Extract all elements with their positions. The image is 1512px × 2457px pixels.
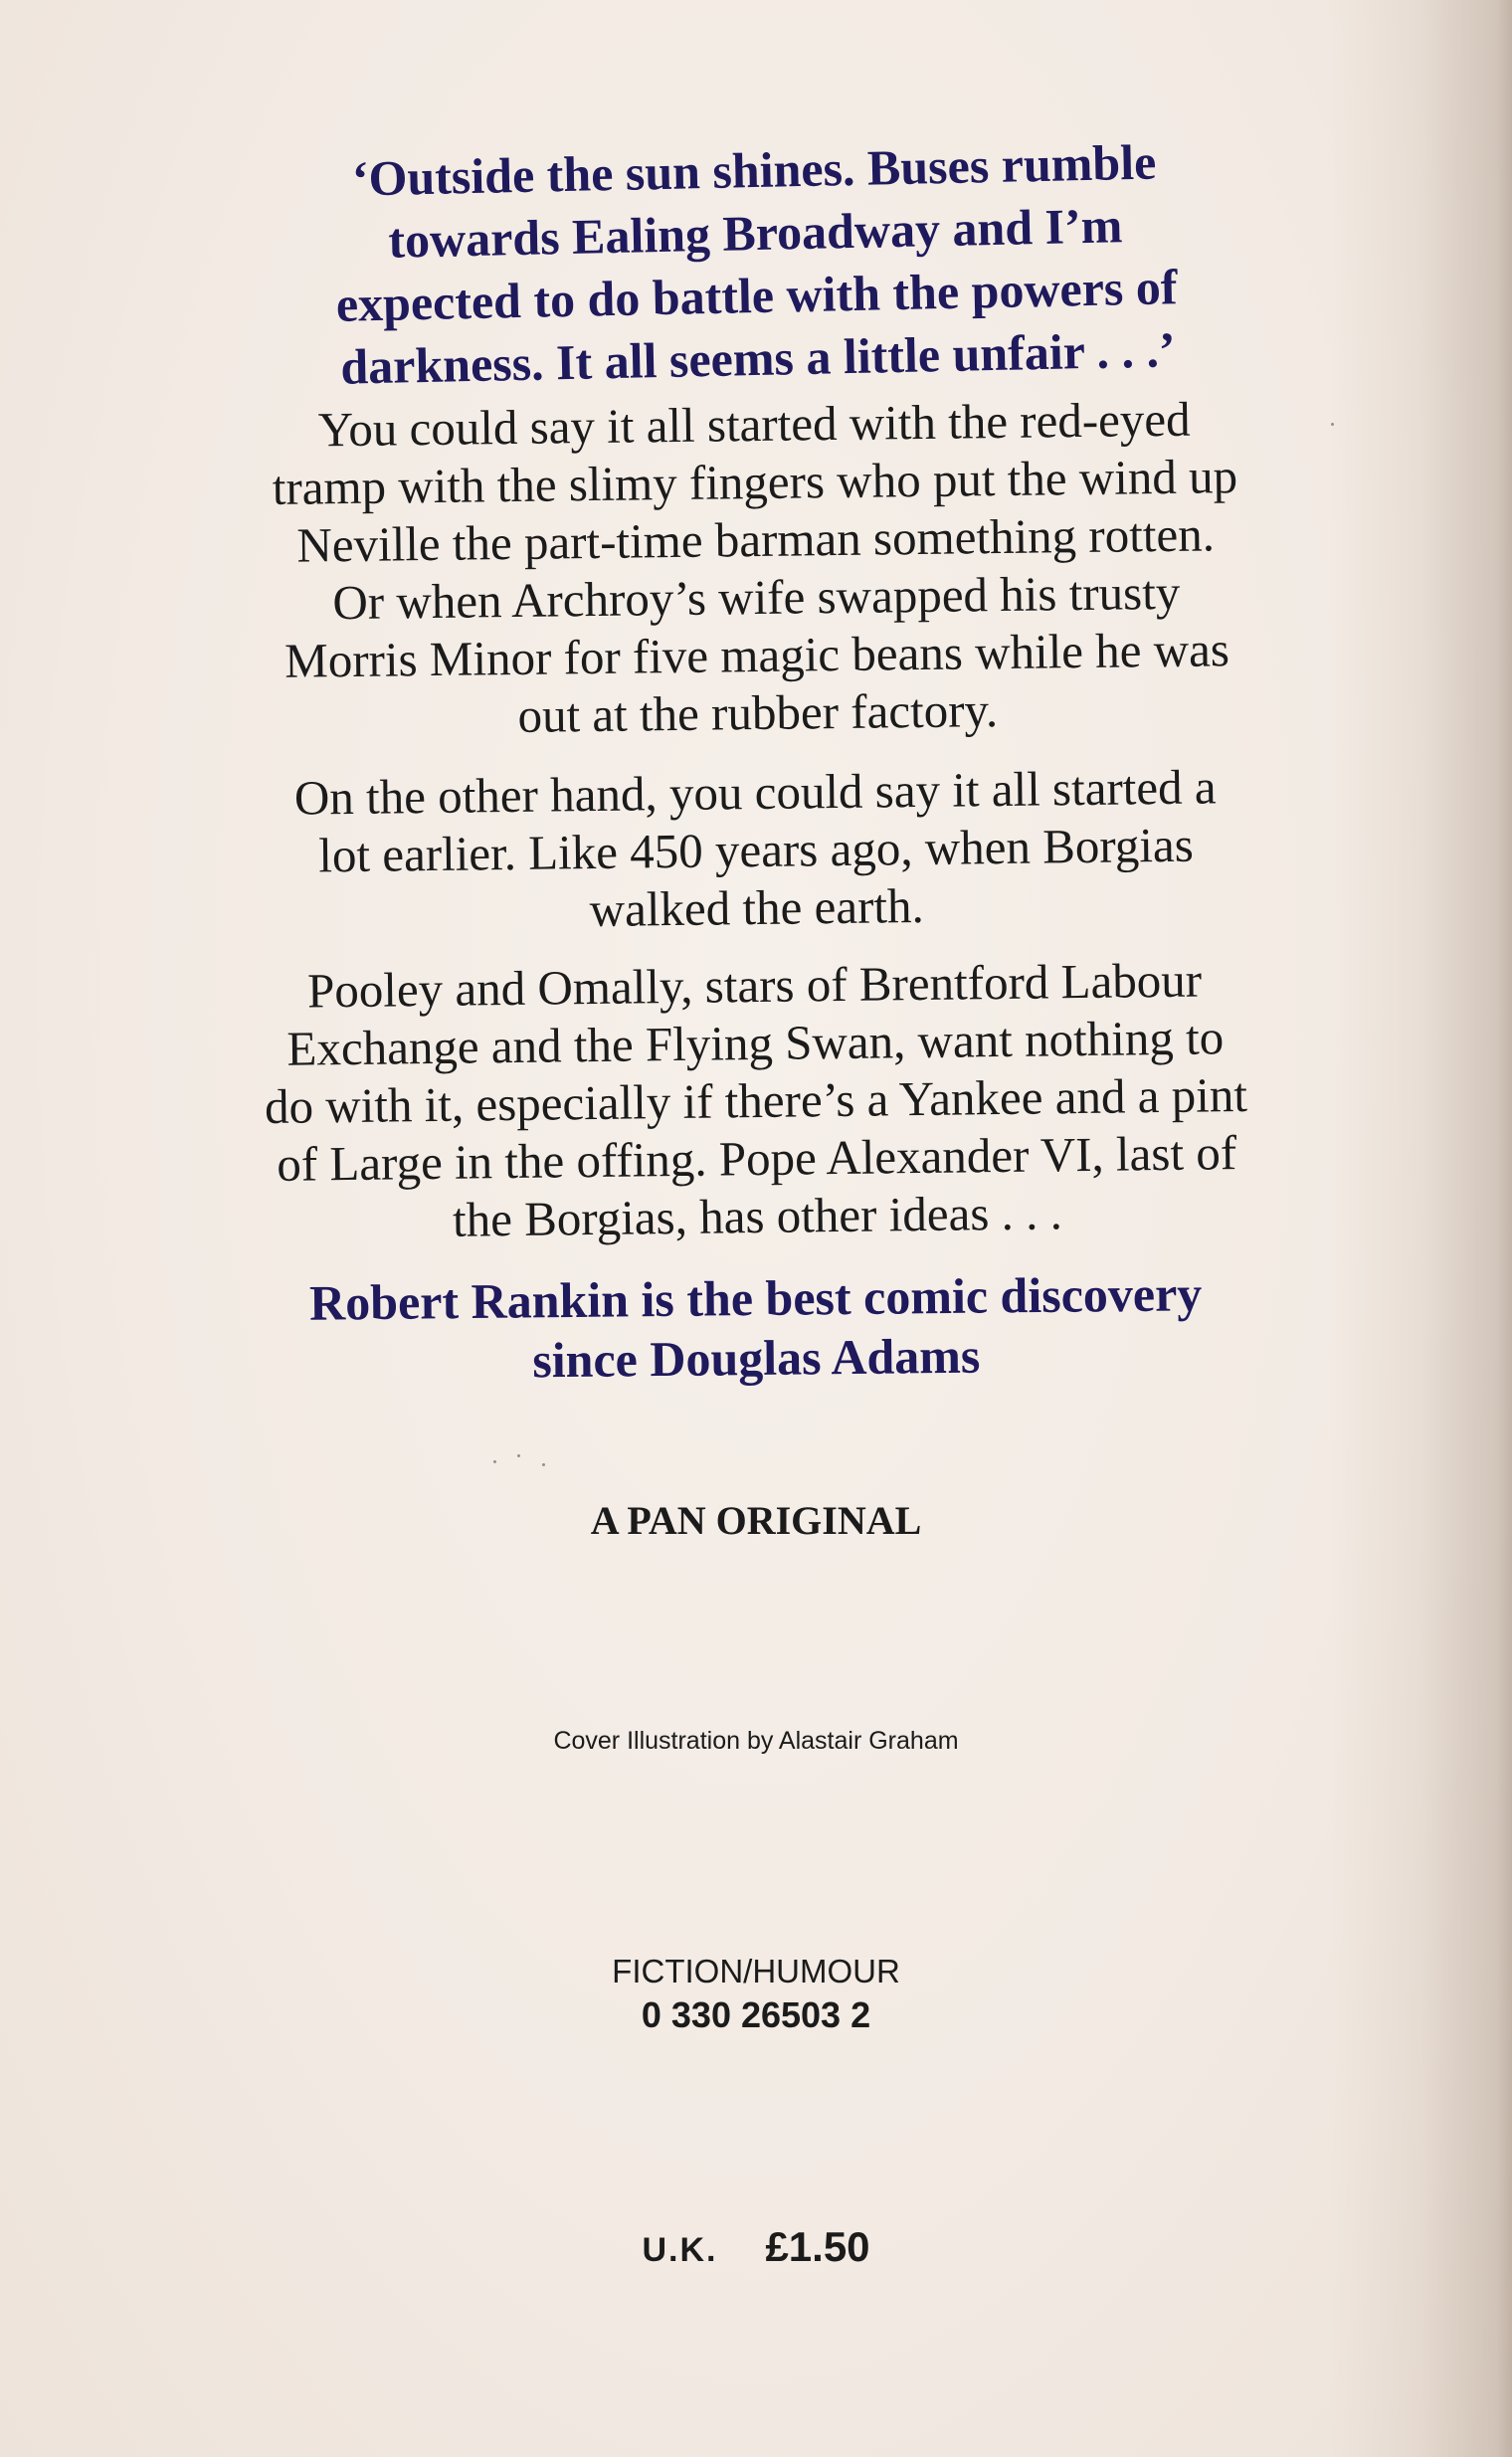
paper-speck <box>517 1454 520 1457</box>
price-line <box>0 2222 1512 2275</box>
isbn-number: 0 330 26503 2 <box>641 1994 871 2035</box>
paper-speck <box>542 1463 545 1466</box>
review-tagline: Robert Rankin is the best comic discovery since Douglas Adams <box>308 1265 1203 1389</box>
price-amount: £1.50 <box>765 2223 870 2270</box>
price-region: U.K. <box>642 2231 718 2269</box>
cover-credit: Cover Illustration by Alastair Graham <box>553 1727 959 1755</box>
pull-quote: ‘Outside the sun shines. Buses rumble towards Ealing Broadway and I’m expected to do battle with the powers of darkness. It all seems a little unfair . . .’ <box>335 133 1178 395</box>
blurb-paragraph-3: Pooley and Omally, stars of Brentford Labour Exchange and the Flying Swan, want nothing to do with it, especially if there’s a Yankee and a pint of Large in the offing. Pope Alexander VI, last of the Borgias, has other ideas . . . <box>264 952 1248 1247</box>
paper-speck <box>1331 423 1334 426</box>
blurb-paragraph-2: On the other hand, you could say it all started a lot earlier. Like 450 years ago, when Borgias walked the earth. <box>293 759 1217 938</box>
genre-category: FICTION/HUMOUR <box>612 1953 900 1989</box>
imprint-label: A PAN ORIGINAL <box>590 1498 922 1543</box>
paper-speck <box>493 1460 496 1463</box>
blurb-paragraph-1: You could say it all started with the red-eyed tramp with the slimy fingers who put the wind up Neville the part-time barman something rotten. Or when Archroy’s wife swapped his trusty Morris Minor for five magic beans while he was out at the rubber factory. <box>272 391 1238 743</box>
